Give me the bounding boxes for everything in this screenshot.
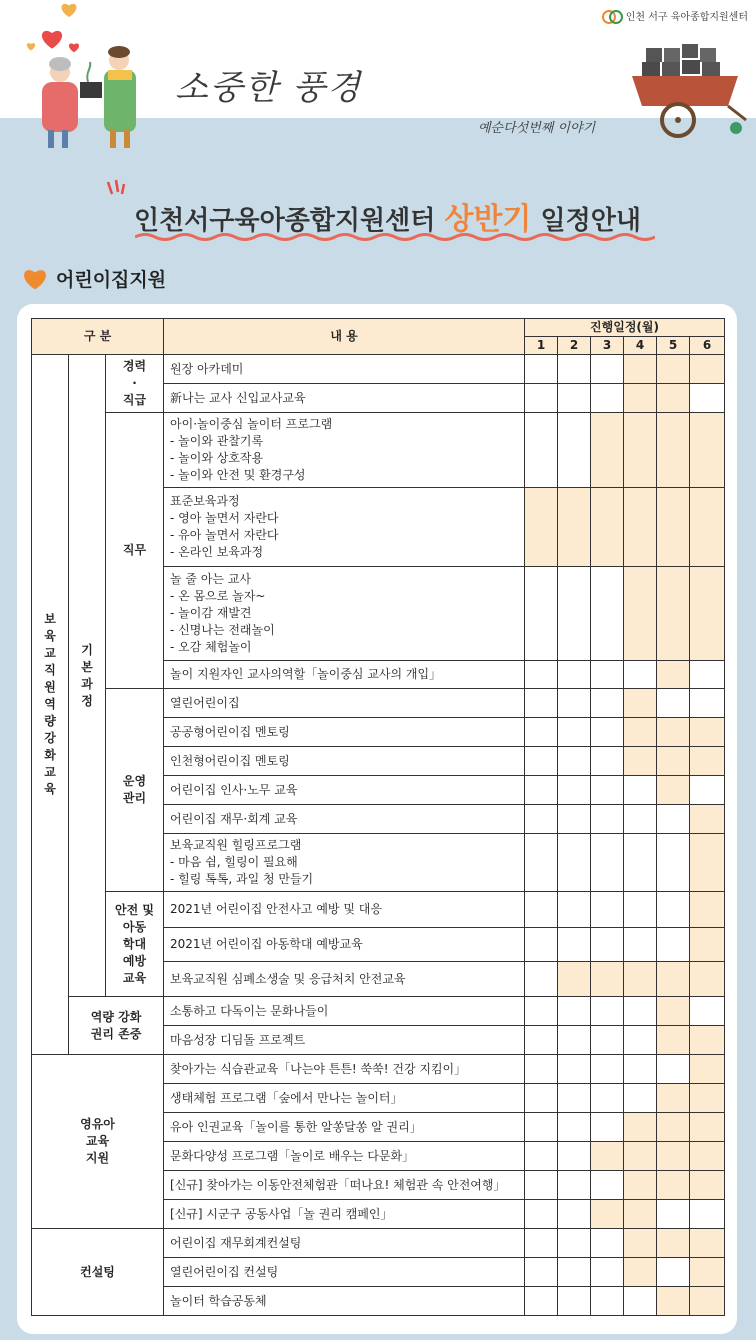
month-cell	[558, 892, 591, 928]
category-cell-g1: 보 육 교 직 원 역 량 강 화 교 육	[32, 355, 69, 1055]
month-cell-active	[624, 1258, 657, 1287]
program-cell: 놀 줄 아는 교사 - 온 몸으로 놀자~ - 놀이감 재발견 - 신명나는 전래놀이 - 오감 체험놀이	[164, 567, 525, 661]
month-cell	[525, 892, 558, 928]
month-cell	[690, 689, 725, 718]
month-header: 2	[558, 337, 591, 355]
category-cell-career: 경력 · 직급	[106, 355, 164, 413]
month-cell-active	[624, 1229, 657, 1258]
program-cell: 소통하고 다독이는 문화나들이	[164, 997, 525, 1026]
month-cell	[558, 1142, 591, 1171]
month-cell-active	[624, 1200, 657, 1229]
month-cell-active	[690, 1142, 725, 1171]
month-cell	[624, 997, 657, 1026]
heart-icon	[22, 267, 48, 291]
category-cell-operation: 운영 관리	[106, 689, 164, 892]
month-cell-active	[657, 413, 690, 488]
category-cell-g2: 영유아 교육 지원	[32, 1055, 164, 1229]
month-cell	[624, 1287, 657, 1316]
program-cell: 열린어린이집	[164, 689, 525, 718]
title-underline	[135, 232, 655, 242]
month-cell	[525, 1113, 558, 1142]
month-cell	[591, 718, 624, 747]
month-cell-active	[690, 355, 725, 384]
month-cell	[525, 661, 558, 689]
month-cell	[558, 1229, 591, 1258]
month-cell	[525, 384, 558, 413]
month-cell-active	[690, 488, 725, 567]
month-cell	[525, 805, 558, 834]
month-cell-active	[591, 1200, 624, 1229]
month-cell	[624, 1084, 657, 1113]
month-cell-active	[690, 892, 725, 928]
month-cell	[525, 1084, 558, 1113]
heart-icon	[60, 2, 78, 18]
month-cell	[558, 1200, 591, 1229]
month-cell	[558, 718, 591, 747]
month-cell	[558, 413, 591, 488]
category-cell-safety: 안전 및 아동 학대 예방 교육	[106, 892, 164, 997]
program-cell: [신규] 시군구 공동사업「놀 권리 캠페인」	[164, 1200, 525, 1229]
table-row	[32, 355, 725, 384]
month-cell	[525, 834, 558, 892]
month-cell-active	[657, 776, 690, 805]
month-cell	[525, 1055, 558, 1084]
month-cell	[690, 776, 725, 805]
month-cell	[591, 1171, 624, 1200]
month-cell	[591, 1026, 624, 1055]
month-cell-active	[624, 384, 657, 413]
logo-icon	[602, 9, 622, 23]
month-cell-active	[690, 747, 725, 776]
month-cell	[657, 928, 690, 962]
month-cell	[657, 1055, 690, 1084]
month-cell	[591, 1084, 624, 1113]
month-cell-active	[657, 747, 690, 776]
month-cell	[558, 834, 591, 892]
month-cell-active	[624, 413, 657, 488]
month-cell	[690, 997, 725, 1026]
month-cell-active	[690, 1026, 725, 1055]
month-cell	[558, 1055, 591, 1084]
section-heading	[22, 265, 166, 292]
month-cell	[558, 747, 591, 776]
month-cell-active	[657, 1113, 690, 1142]
table-row	[32, 997, 725, 1026]
month-cell	[591, 1258, 624, 1287]
month-cell	[525, 1142, 558, 1171]
month-cell-active	[657, 718, 690, 747]
month-cell	[525, 962, 558, 997]
month-cell-active	[657, 962, 690, 997]
month-cell-active	[657, 1171, 690, 1200]
month-cell	[558, 805, 591, 834]
month-cell-active	[690, 1084, 725, 1113]
month-cell	[525, 747, 558, 776]
month-cell	[591, 997, 624, 1026]
month-cell-active	[624, 1113, 657, 1142]
month-cell	[525, 928, 558, 962]
month-cell	[591, 689, 624, 718]
table-row	[32, 1055, 725, 1084]
category-cell-basic: 기 본 과 정	[69, 355, 106, 997]
program-cell: 공공형어린이집 멘토링	[164, 718, 525, 747]
month-header: 6	[690, 337, 725, 355]
month-cell-active	[657, 1026, 690, 1055]
month-cell-active	[657, 355, 690, 384]
month-cell	[591, 1055, 624, 1084]
month-cell-active	[624, 1142, 657, 1171]
month-cell-active	[690, 1055, 725, 1084]
month-cell	[591, 776, 624, 805]
month-cell-active	[690, 962, 725, 997]
month-cell	[525, 1229, 558, 1258]
header-category: 구 분	[32, 319, 164, 355]
program-cell: 열린어린이집 컨설팅	[164, 1258, 525, 1287]
month-cell-active	[657, 567, 690, 661]
table-row	[32, 1229, 725, 1258]
month-cell-active	[690, 567, 725, 661]
program-cell: 생태체험 프로그램「숲에서 만나는 놀이터」	[164, 1084, 525, 1113]
month-cell	[558, 661, 591, 689]
month-cell	[591, 892, 624, 928]
month-cell	[657, 892, 690, 928]
program-cell: 원장 아카데미	[164, 355, 525, 384]
org-logo	[602, 8, 748, 23]
program-cell: 놀이 지원자인 교사의역할「놀이중심 교사의 개입」	[164, 661, 525, 689]
month-cell-active	[624, 718, 657, 747]
month-cell-active	[690, 1171, 725, 1200]
month-cell	[591, 384, 624, 413]
month-cell	[525, 1287, 558, 1316]
program-cell: 2021년 어린이집 아동학대 예방교육	[164, 928, 525, 962]
month-cell-active	[624, 1171, 657, 1200]
month-cell-active	[690, 413, 725, 488]
month-cell-active	[657, 384, 690, 413]
month-cell-active	[690, 1287, 725, 1316]
month-cell	[558, 1084, 591, 1113]
table-row	[32, 689, 725, 718]
header-schedule: 진행일정(월)	[525, 319, 725, 337]
month-cell	[591, 928, 624, 962]
program-cell: 보육교직원 심폐소생술 및 응급처치 안전교육	[164, 962, 525, 997]
month-cell	[624, 776, 657, 805]
month-cell	[690, 1200, 725, 1229]
month-cell-active	[657, 1229, 690, 1258]
month-cell	[591, 834, 624, 892]
people-illustration	[30, 40, 160, 152]
month-cell	[558, 355, 591, 384]
month-cell	[558, 1171, 591, 1200]
month-cell-active	[690, 1258, 725, 1287]
month-cell-active	[690, 928, 725, 962]
category-cell-duty: 직무	[106, 413, 164, 689]
month-cell	[657, 834, 690, 892]
program-cell: 어린이집 재무·회계 교육	[164, 805, 525, 834]
program-cell: 찾아가는 식습관교육「나는야 튼튼! 쑥쑥! 건강 지킴이」	[164, 1055, 525, 1084]
month-cell	[525, 355, 558, 384]
program-cell: 보육교직원 힐링프로그램 - 마음 쉼, 힐링이 필요해 - 힐링 톡톡, 과일 청 만들기	[164, 834, 525, 892]
month-cell	[525, 1200, 558, 1229]
program-cell: 2021년 어린이집 안전사고 예방 및 대응	[164, 892, 525, 928]
month-cell	[558, 567, 591, 661]
month-cell	[558, 689, 591, 718]
month-cell-active	[657, 488, 690, 567]
month-cell-active	[624, 567, 657, 661]
month-cell-active	[690, 718, 725, 747]
program-cell: 新나는 교사 신입교사교육	[164, 384, 525, 413]
month-cell-active	[657, 661, 690, 689]
month-cell	[525, 1026, 558, 1055]
month-cell-active	[591, 413, 624, 488]
month-cell	[591, 567, 624, 661]
month-cell	[558, 1026, 591, 1055]
org-logo-text: 인천 서구 육아종합지원센터	[625, 12, 748, 23]
month-header: 1	[525, 337, 558, 355]
month-cell	[690, 661, 725, 689]
month-cell	[624, 1026, 657, 1055]
program-cell: 인천형어린이집 멘토링	[164, 747, 525, 776]
month-cell	[591, 747, 624, 776]
month-cell	[558, 776, 591, 805]
program-cell: 어린이집 재무회계컨설팅	[164, 1229, 525, 1258]
month-cell	[657, 805, 690, 834]
title-accent: 상반기	[444, 202, 532, 237]
program-cell: 어린이집 인사·노무 교육	[164, 776, 525, 805]
month-cell-active	[624, 488, 657, 567]
month-cell-active	[624, 689, 657, 718]
month-cell-active	[657, 1142, 690, 1171]
month-cell-active	[657, 1287, 690, 1316]
month-cell	[657, 689, 690, 718]
month-header: 5	[657, 337, 690, 355]
month-cell	[558, 384, 591, 413]
month-cell	[624, 892, 657, 928]
month-cell	[525, 1258, 558, 1287]
month-cell	[657, 1258, 690, 1287]
title-prefix: 인천서구육아종합지원센터	[134, 206, 436, 236]
month-cell	[525, 776, 558, 805]
month-cell-active	[624, 962, 657, 997]
month-cell-active	[624, 355, 657, 384]
month-cell	[624, 805, 657, 834]
month-cell-active	[657, 1084, 690, 1113]
month-cell-active	[624, 747, 657, 776]
month-cell	[525, 689, 558, 718]
month-cell	[525, 567, 558, 661]
program-cell: 놀이터 학습공동체	[164, 1287, 525, 1316]
month-cell-active	[591, 488, 624, 567]
brush-title: 소중한 풍경	[175, 68, 363, 108]
month-cell-active	[525, 488, 558, 567]
month-cell	[624, 1055, 657, 1084]
month-cell-active	[690, 1113, 725, 1142]
title-suffix: 일정안내	[540, 206, 641, 236]
month-header: 3	[591, 337, 624, 355]
month-cell	[591, 355, 624, 384]
month-cell	[558, 997, 591, 1026]
program-cell: [신규] 찾아가는 이동안전체험관「떠나요! 체험관 속 안전여행」	[164, 1171, 525, 1200]
month-cell	[525, 413, 558, 488]
month-cell	[591, 1229, 624, 1258]
program-cell: 표준보육과정 - 영아 놀면서 자란다 - 유아 놀면서 자란다 - 온라인 보육과정	[164, 488, 525, 567]
month-cell	[558, 1113, 591, 1142]
month-cell	[624, 834, 657, 892]
program-cell: 문화다양성 프로그램「놀이로 배우는 다문화」	[164, 1142, 525, 1171]
month-cell	[624, 661, 657, 689]
month-cell-active	[558, 488, 591, 567]
month-cell-active	[657, 997, 690, 1026]
section-title: 어린이집지원	[56, 269, 167, 291]
month-cell-active	[690, 1229, 725, 1258]
month-cell	[525, 1171, 558, 1200]
program-cell: 아이·놀이중심 놀이터 프로그램 - 놀이와 관찰기록 - 놀이와 상호작용 - 놀이와 안전 및 환경구성	[164, 413, 525, 488]
month-cell	[558, 1258, 591, 1287]
month-header: 4	[624, 337, 657, 355]
month-cell-active	[690, 834, 725, 892]
month-cell	[624, 928, 657, 962]
program-cell: 유아 인권교육「놀이를 통한 알쏭달쏭 알 권리」	[164, 1113, 525, 1142]
schedule-table	[31, 318, 725, 1316]
brush-subtitle: 예순다섯번째 이야기	[478, 121, 596, 136]
table-row	[32, 892, 725, 928]
month-cell	[558, 1287, 591, 1316]
table-row	[32, 413, 725, 488]
month-cell	[558, 928, 591, 962]
month-cell-active	[591, 962, 624, 997]
cart-illustration	[628, 38, 748, 138]
spark-icon	[104, 178, 130, 200]
category-cell-g3: 컨설팅	[32, 1229, 164, 1316]
month-cell	[657, 1200, 690, 1229]
header-content: 내 용	[164, 319, 525, 355]
category-cell-capacity: 역량 강화 권리 존중	[69, 997, 164, 1055]
month-cell	[525, 997, 558, 1026]
month-cell-active	[558, 962, 591, 997]
month-cell	[525, 718, 558, 747]
month-cell	[690, 384, 725, 413]
month-cell	[591, 805, 624, 834]
month-cell	[591, 661, 624, 689]
month-cell	[591, 1287, 624, 1316]
month-cell	[591, 1113, 624, 1142]
program-cell: 마음성장 디딤돌 프로젝트	[164, 1026, 525, 1055]
month-cell-active	[690, 805, 725, 834]
month-cell-active	[591, 1142, 624, 1171]
